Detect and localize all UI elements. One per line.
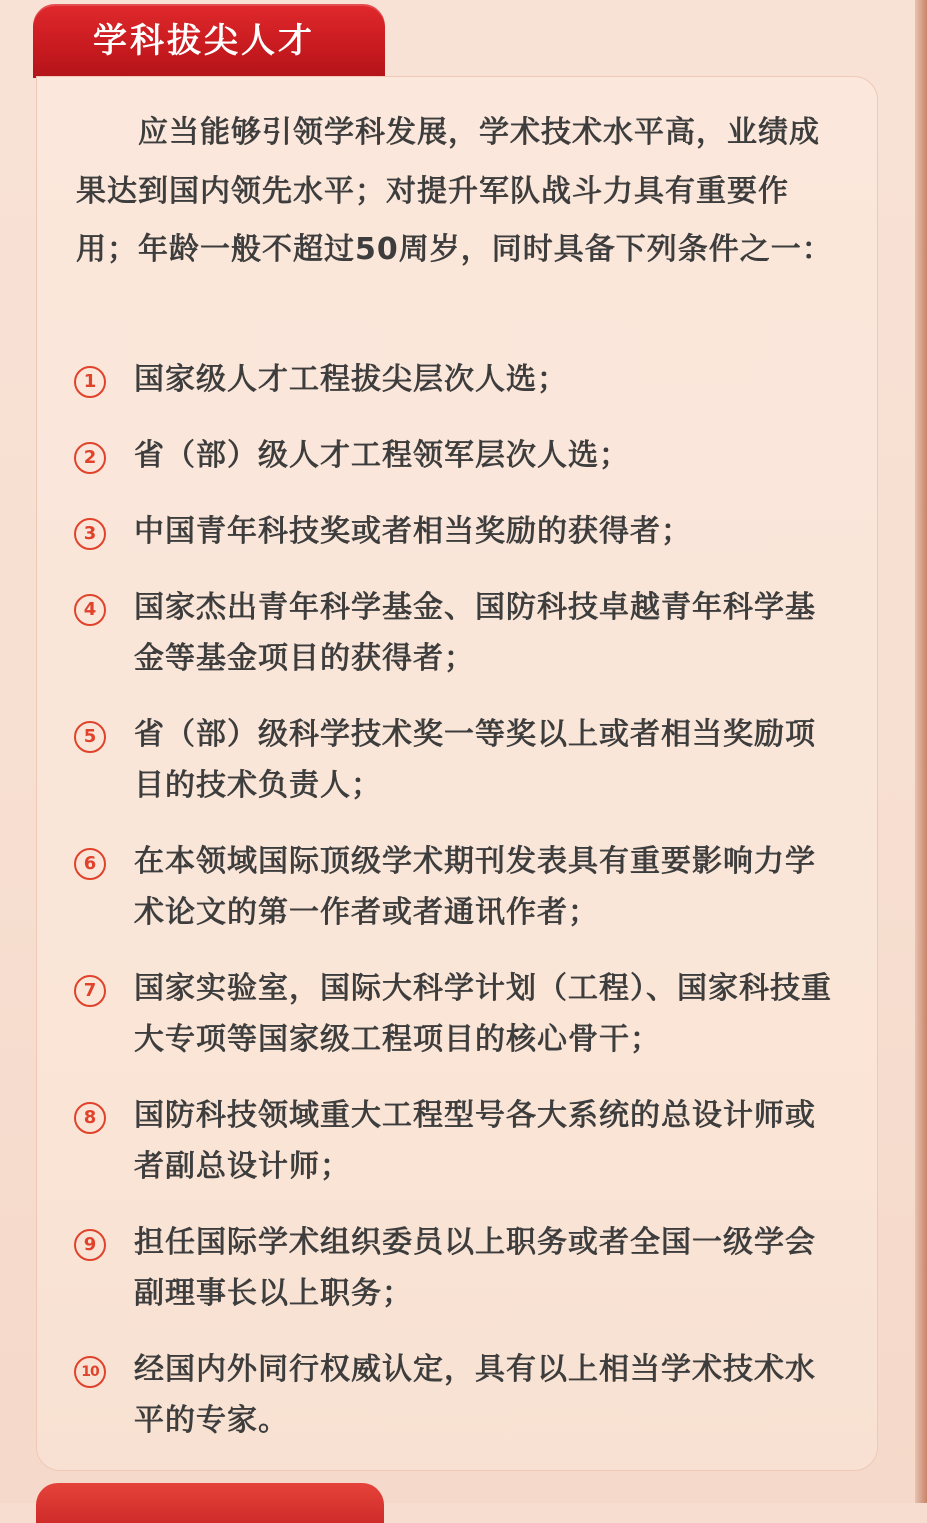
item-text: 省（部）级人才工程领军层次人选； [134, 438, 630, 473]
item-number-badge: 7 [74, 975, 106, 1007]
criteria-item [74, 963, 854, 1065]
criteria-item [74, 354, 854, 405]
item-text: 经国内外同行权威认定，具有以上相当学术技术水平的专家。 [134, 1352, 816, 1438]
item-number-badge: 2 [74, 442, 106, 474]
intro-paragraph: 应当能够引领学科发展，学术技术水平高，业绩成果达到国内领先水平；对提升军队战斗力具有重要作用；年龄一般不超过50周岁，同时具备下列条件之一： [76, 115, 833, 267]
criteria-item [74, 430, 854, 481]
item-text: 在本领域国际顶级学术期刊发表具有重要影响力学术论文的第一作者或者通讯作者； [134, 844, 816, 930]
right-edge-border [915, 0, 927, 1503]
item-number-badge: 8 [74, 1102, 106, 1134]
criteria-item [74, 836, 854, 938]
item-text: 担任国际学术组织委员以上职务或者全国一级学会副理事长以上职务； [134, 1225, 816, 1311]
criteria-item [74, 709, 854, 811]
criteria-list [74, 354, 854, 1471]
item-number-badge: 6 [74, 848, 106, 880]
criteria-item [74, 1090, 854, 1192]
item-number-badge: 3 [74, 518, 106, 550]
section-header-tab [33, 4, 385, 78]
item-number-badge: 9 [74, 1229, 106, 1261]
criteria-item [74, 1344, 854, 1446]
item-number-badge: 4 [74, 594, 106, 626]
section-title: 学科拔尖人才 [93, 21, 315, 61]
item-text: 国家实验室，国际大科学计划（工程）、国家科技重大专项等国家级工程项目的核心骨干； [134, 971, 832, 1057]
item-text: 中国青年科技奖或者相当奖励的获得者； [134, 514, 692, 549]
criteria-item [74, 506, 854, 557]
criteria-item [74, 1217, 854, 1319]
item-number-badge: 10 [74, 1356, 106, 1388]
criteria-item [74, 582, 854, 684]
item-text: 国家杰出青年科学基金、国防科技卓越青年科学基金等基金项目的获得者； [134, 590, 816, 676]
item-text: 国家级人才工程拔尖层次人选； [134, 362, 568, 397]
item-text: 省（部）级科学技术奖一等奖以上或者相当奖励项目的技术负责人； [134, 717, 816, 803]
next-section-tab [36, 1483, 384, 1523]
item-text: 国防科技领域重大工程型号各大系统的总设计师或者副总设计师； [134, 1098, 816, 1184]
item-number-badge: 5 [74, 721, 106, 753]
item-number-badge: 1 [74, 366, 106, 398]
